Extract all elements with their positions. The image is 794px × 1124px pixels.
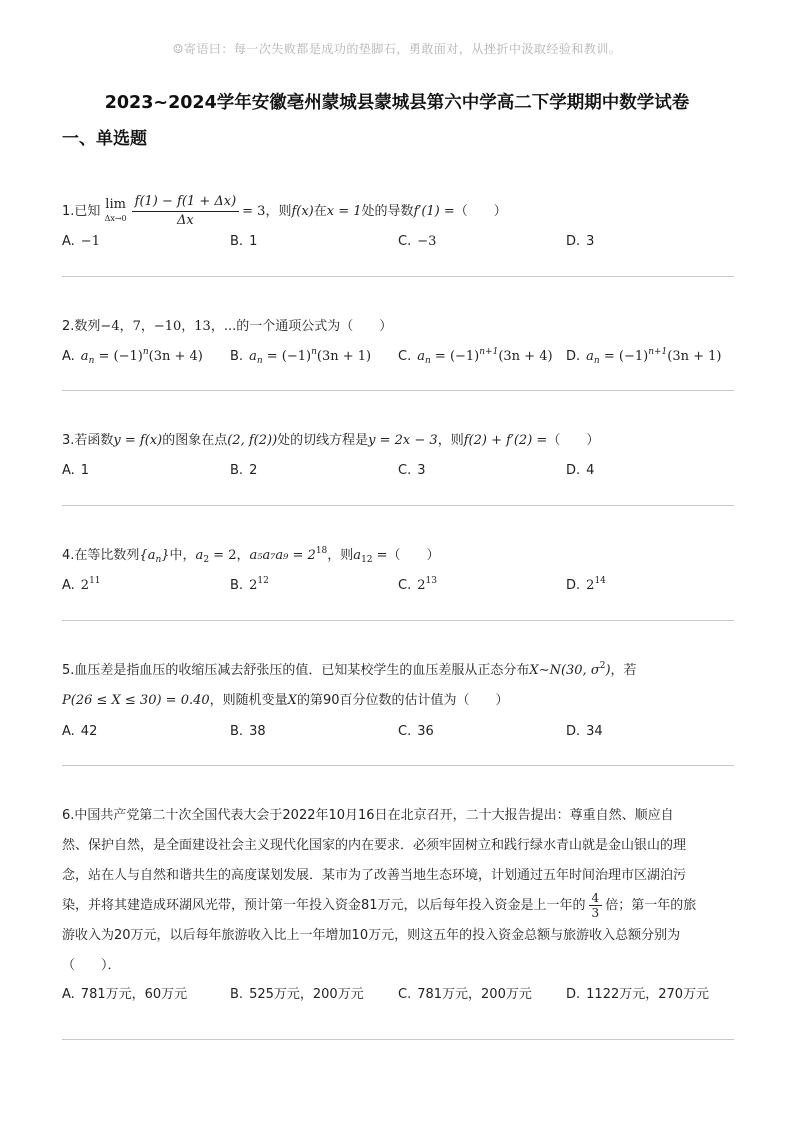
question-4 bbox=[62, 546, 734, 598]
question-stem: 6.中国共产党第二十次全国代表大会于2022年10月16日在北京召开，二十大报告提出：尊重自然、顺应自 然、保护自然，是全面建设社会主义现代化国家的内在要求．必须牢固树立和践行绿水青山就是金山银山的理 念，站在人与自然和谐共生的高度谋划发展．某市为了改善当地生态环境，计划通过五年时间治理市区湖泊污 染，并将其建造成环湖风光带，预计第一年投入资金81万元，以后每年投入资金是上一年的 $\frac{4}{3}$ 倍；第一年的旅 游收入为20万元，以后每年旅游收入比上一年增加10万元，则这五年的投入资金总额与旅游收入总额分别为 （ ）． bbox=[62, 808, 697, 973]
divider bbox=[62, 505, 734, 506]
question-3 bbox=[62, 431, 734, 483]
fraction: $\frac{4}{3}$ bbox=[589, 891, 603, 920]
question-5 bbox=[62, 660, 734, 744]
question-stem: 3.若函数y = f(x)的图象在点(2, f(2))处的切线方程是y = 2x − 3，则f(2) + f′(2) =（ ） bbox=[62, 433, 600, 448]
fraction: $\frac{f(1) - f(1 + \Delta x)}{\Delta x}$ bbox=[132, 193, 240, 230]
option-b[interactable]: B. $a_n = (-1)^n(3n + 1)$ bbox=[230, 347, 372, 366]
question-stem: 5.血压差是指血压的收缩压减去舒张压的值．已知某校学生的血压差服从正态分布X∼N(30, $\sigma^2$)，若 P(26 ≤ X ≤ 30) = 0.40，则随机变量X的第90百分位数的估计值为（ ） bbox=[62, 661, 637, 708]
option-a[interactable]: A. −1 bbox=[62, 234, 100, 249]
option-a[interactable]: A. $2^{11}$ bbox=[62, 576, 101, 593]
divider bbox=[62, 390, 734, 391]
option-a[interactable]: A. 1 bbox=[62, 463, 90, 478]
option-c[interactable]: C. 781万元，200万元 bbox=[398, 987, 532, 1002]
divider bbox=[62, 620, 734, 621]
divider bbox=[62, 276, 734, 277]
option-a[interactable]: A. 42 bbox=[62, 724, 98, 739]
question-stem: 1.已知 lim Δx→0 $\frac{f(1) - f(1 + \Delta x)}{\Delta x}$ = 3，则f(x)在x = 1处的导数f′(1) =（ ） bbox=[62, 194, 507, 228]
option-d[interactable]: D. $2^{14}$ bbox=[566, 576, 606, 593]
option-d[interactable]: D. 1122万元，270万元 bbox=[566, 987, 710, 1002]
option-d[interactable]: D. 4 bbox=[566, 463, 595, 478]
option-c[interactable]: C. $a_n = (-1)^{n+1}(3n + 4)$ bbox=[398, 347, 553, 366]
question-1 bbox=[62, 193, 734, 254]
question-2 bbox=[62, 317, 734, 369]
section-heading: 一、单选题 bbox=[62, 129, 147, 149]
page-title: 2023~2024学年安徽亳州蒙城县蒙城县第六中学高二下学期期中数学试卷 bbox=[104, 93, 690, 113]
option-b[interactable]: B. 1 bbox=[230, 234, 258, 249]
option-d[interactable]: D. 34 bbox=[566, 724, 603, 739]
question-stem: 2.数列−4，7，−10，13，...的一个通项公式为（ ） bbox=[62, 319, 393, 334]
option-b[interactable]: B. 38 bbox=[230, 724, 266, 739]
question-6 bbox=[62, 801, 734, 1007]
option-d[interactable]: D. $a_n = (-1)^{n+1}(3n + 1)$ bbox=[566, 347, 722, 366]
option-c[interactable]: C. −3 bbox=[398, 234, 437, 249]
divider bbox=[62, 765, 734, 766]
option-a[interactable]: A. $a_n = (-1)^n(3n + 4)$ bbox=[62, 347, 203, 366]
option-b[interactable]: B. $2^{12}$ bbox=[230, 576, 269, 593]
option-b[interactable]: B. 525万元，200万元 bbox=[230, 987, 364, 1002]
limit-expression: lim Δx→0 bbox=[104, 196, 127, 223]
option-d[interactable]: D. 3 bbox=[566, 234, 595, 249]
divider bbox=[62, 1039, 734, 1040]
option-c[interactable]: C. $2^{13}$ bbox=[398, 576, 437, 593]
motto-line: ☺寄语曰：每一次失败都是成功的垫脚石，勇敢面对，从挫折中汲取经验和教训。 bbox=[172, 42, 622, 56]
question-stem: 4.在等比数列$\{a_n\}$中，$a_2 = 2$，$a_5a_7a_9 = 2^{18}$，则$a_{12}$ =（ ） bbox=[62, 546, 440, 565]
option-c[interactable]: C. 36 bbox=[398, 724, 434, 739]
option-c[interactable]: C. 3 bbox=[398, 463, 426, 478]
option-a[interactable]: A. 781万元，60万元 bbox=[62, 987, 188, 1002]
option-b[interactable]: B. 2 bbox=[230, 463, 258, 478]
